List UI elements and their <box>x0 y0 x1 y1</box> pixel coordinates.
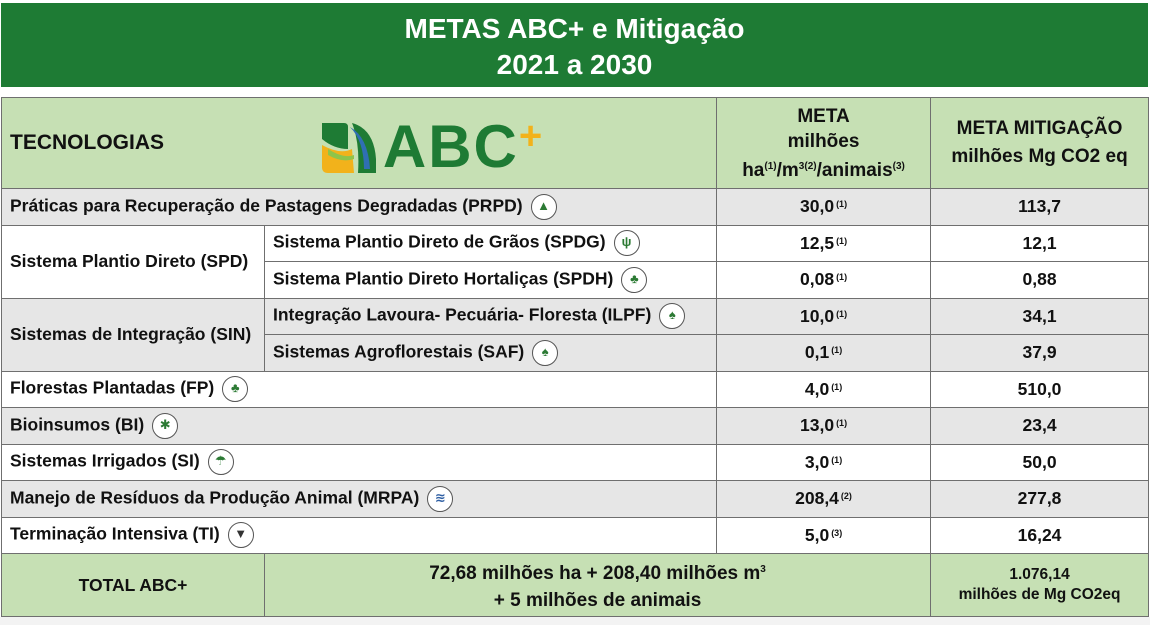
table-row <box>2 371 1149 408</box>
row-bi-mitigation: 23,4 <box>931 408 1149 445</box>
row-spdh-label: Sistema Plantio Direto Hortaliças (SPDH) ♣ <box>265 262 717 299</box>
abc-logo-emblem-icon <box>320 119 378 175</box>
title-banner <box>1 3 1148 87</box>
metas-table <box>1 97 1149 617</box>
row-spdg-mitigation: 12,1 <box>931 225 1149 262</box>
total-label: TOTAL ABC+ <box>2 554 265 617</box>
title-line-2: 2021 a 2030 <box>496 49 653 80</box>
total-mitigation-value: 1.076,14 <box>1009 566 1070 583</box>
grain-icon: ψ <box>614 230 640 256</box>
row-saf-label: Sistemas Agroflorestais (SAF) ♠ <box>265 335 717 372</box>
abc-plus-logo <box>320 112 542 181</box>
row-ilpf-mitigation: 34,1 <box>931 298 1149 335</box>
row-saf-mitigation: 37,9 <box>931 335 1149 372</box>
row-ti-mitigation: 16,24 <box>931 517 1149 554</box>
group-spd-label: Sistema Plantio Direto (SPD) <box>2 225 265 298</box>
table-header-row <box>2 98 1149 189</box>
title-line-1: METAS ABC+ e Mitigação <box>404 13 745 44</box>
row-prpd-label: Práticas para Recuperação de Pastagens Degradadas (PRPD) ▲ <box>2 189 717 226</box>
bioinput-icon: ✱ <box>152 413 178 439</box>
pasture-icon: ▲ <box>531 194 557 220</box>
row-fp-label: Florestas Plantadas (FP) ♣ <box>2 371 717 408</box>
logo-text: ABC <box>382 113 519 180</box>
seedling-icon: ♣ <box>621 267 647 293</box>
row-mrpa-mitigation: 277,8 <box>931 481 1149 518</box>
total-mitigation-cell <box>931 554 1149 617</box>
row-ti-meta: 5,0 $^{(3)}$ <box>717 517 931 554</box>
row-si-mitigation: 50,0 <box>931 444 1149 481</box>
header-mitigation-cell <box>931 98 1149 189</box>
table-row <box>2 444 1149 481</box>
total-meta-line-1: 72,68 milhões ha + 208,40 milhões $m^3$ <box>429 563 766 584</box>
forest-integration-icon: ♠ <box>659 303 685 329</box>
bottom-strip <box>0 617 1150 625</box>
row-si-meta: 3,0 $^{(1)}$ <box>717 444 931 481</box>
table-row <box>2 408 1149 445</box>
header-meta-units-detail: $ha^{(1)}/m^{3(2)}/animais^{(3)}$ <box>742 159 905 181</box>
row-spdh-mitigation: 0,88 <box>931 262 1149 299</box>
row-ilpf-label: Integração Lavoura- Pecuária- Floresta (ILPF) ♠ <box>265 298 717 335</box>
header-mitigation-unit: milhões Mg CO2 eq <box>951 146 1128 167</box>
row-mrpa-meta: 208,4 $^{(2)}$ <box>717 481 931 518</box>
group-sin-label: Sistemas de Integração (SIN) <box>2 298 265 371</box>
row-prpd-meta: 30,0 $^{(1)}$ <box>717 189 931 226</box>
header-meta-cell <box>717 98 931 189</box>
table-row <box>2 225 1149 262</box>
header-technologies: TECNOLOGIAS <box>10 131 165 154</box>
table-row <box>2 298 1149 335</box>
table-row <box>2 189 1149 226</box>
row-spdh-meta: 0,08 $^{(1)}$ <box>717 262 931 299</box>
row-ti-label: Terminação Intensiva (TI) ▼ <box>2 517 717 554</box>
irrigation-icon: ☂ <box>208 449 234 475</box>
planted-forest-icon: ♣ <box>222 376 248 402</box>
header-mitigation-title: META MITIGAÇÃO <box>956 118 1123 139</box>
table-row <box>2 481 1149 518</box>
logo-plus: + <box>518 114 543 158</box>
row-spdg-meta: 12,5 $^{(1)}$ <box>717 225 931 262</box>
header-meta-unit: milhões <box>787 130 860 152</box>
total-meta-line-2: + 5 milhões de animais <box>493 590 702 611</box>
row-prpd-mitigation: 113,7 <box>931 189 1149 226</box>
row-mrpa-label: Manejo de Resíduos da Produção Animal (MRPA) ≋ <box>2 481 717 518</box>
row-fp-mitigation: 510,0 <box>931 371 1149 408</box>
row-saf-meta: 0,1 $^{(1)}$ <box>717 335 931 372</box>
agroforestry-icon: ♠ <box>532 340 558 366</box>
header-meta-title: META <box>797 105 850 127</box>
row-bi-label: Bioinsumos (BI) ✱ <box>2 408 717 445</box>
total-row <box>2 554 1149 617</box>
cattle-icon: ▼ <box>228 522 254 548</box>
total-meta-cell <box>265 554 931 617</box>
row-fp-meta: 4,0 $^{(1)}$ <box>717 371 931 408</box>
row-si-label: Sistemas Irrigados (SI) ☂ <box>2 444 717 481</box>
table-row <box>2 517 1149 554</box>
row-ilpf-meta: 10,0 $^{(1)}$ <box>717 298 931 335</box>
row-bi-meta: 13,0 $^{(1)}$ <box>717 408 931 445</box>
row-spdg-label: Sistema Plantio Direto de Grãos (SPDG) ψ <box>265 225 717 262</box>
waste-icon: ≋ <box>427 486 453 512</box>
header-technologies-cell <box>2 98 717 189</box>
total-mitigation-unit: milhões de Mg CO2eq <box>958 586 1121 603</box>
